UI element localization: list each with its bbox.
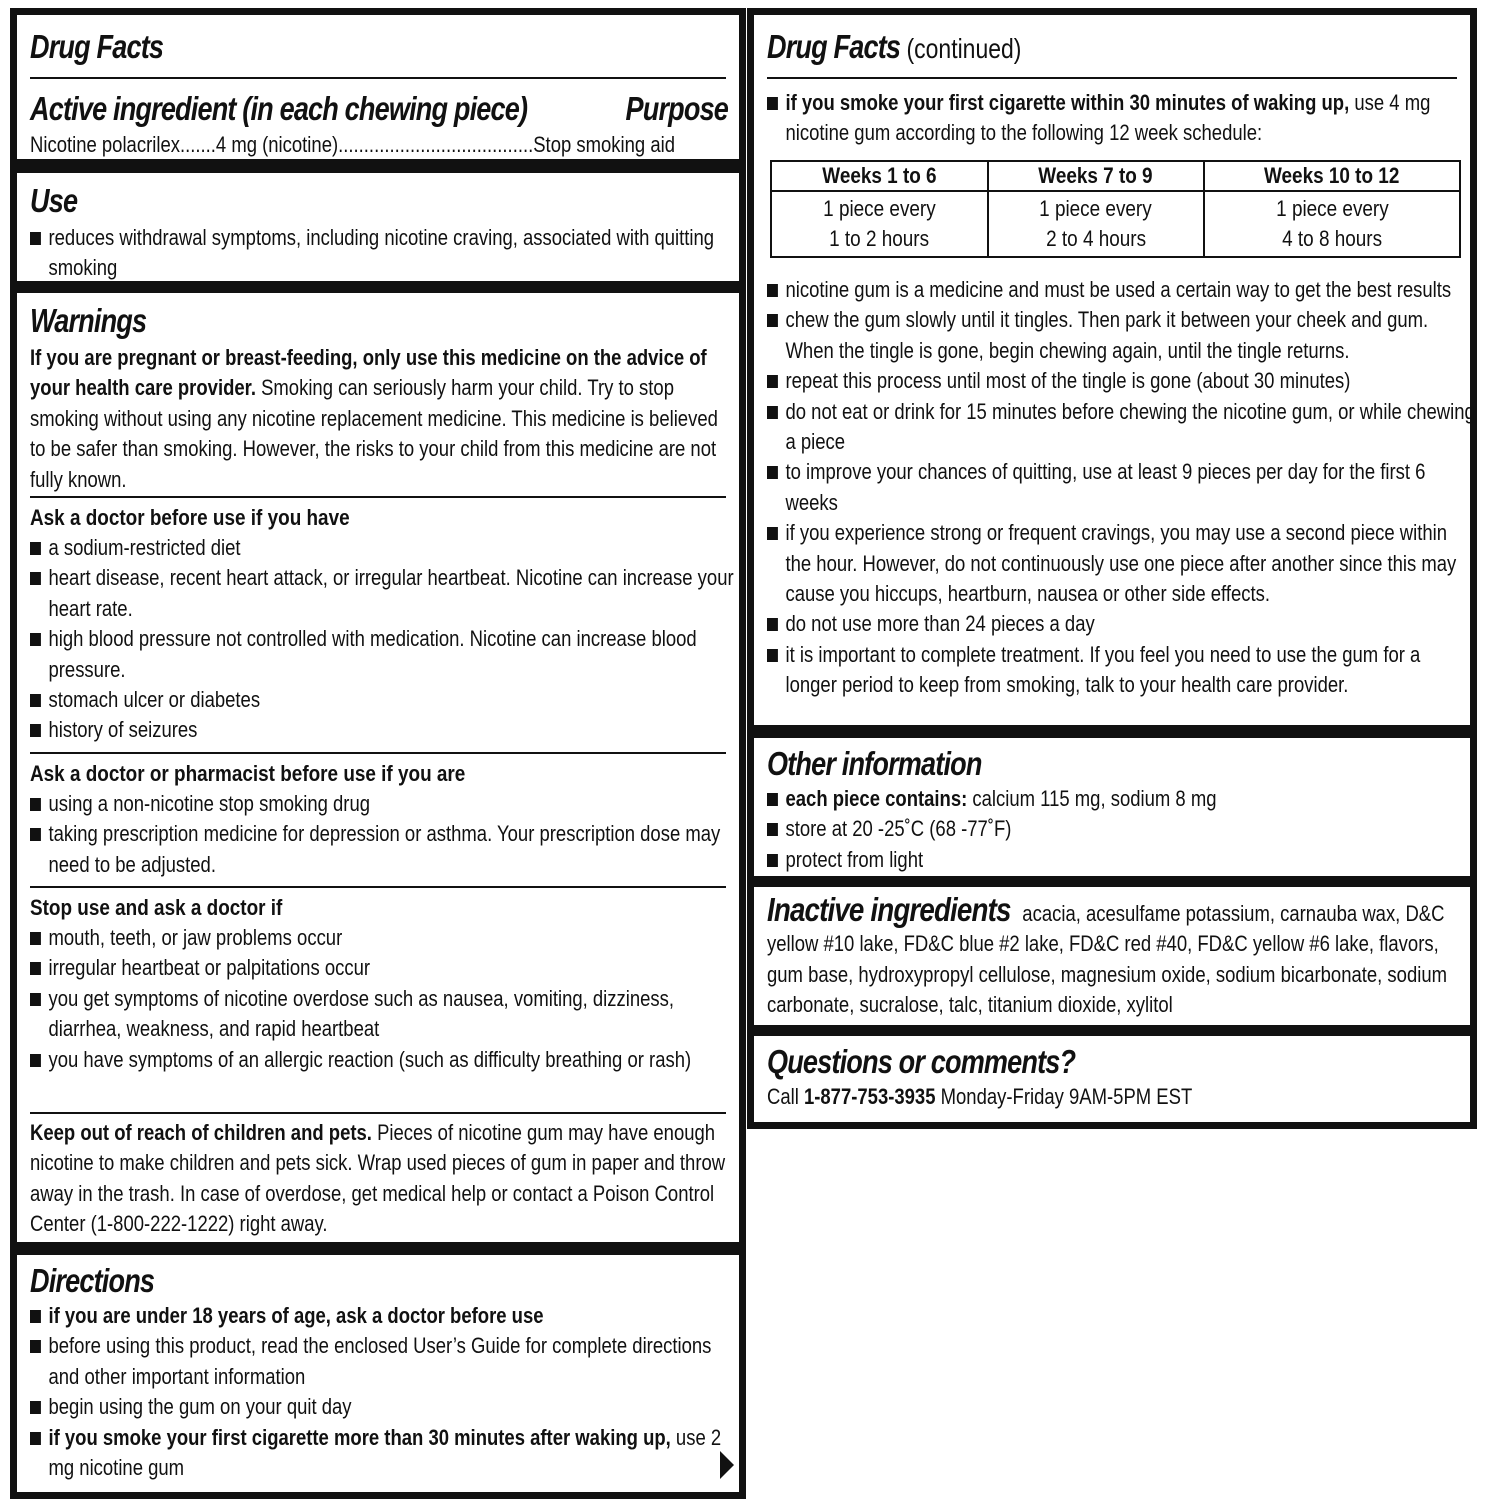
directions-item	[30, 1423, 744, 1484]
directions-item: begin using the gum on your quit day	[30, 1392, 744, 1422]
dosage-schedule-table	[770, 160, 1461, 258]
directions-panel	[10, 1248, 746, 1499]
table-row	[771, 191, 1460, 257]
purpose-heading: Purpose	[625, 90, 728, 127]
active-ingredient-panel	[10, 8, 746, 166]
directions-item: to improve your chances of quitting, use at least 9 pieces per day for the first 6 weeks	[767, 457, 1475, 518]
inactive-ingredients	[767, 891, 1457, 1021]
table-cell: 1 piece every 4 to 8 hours	[1204, 191, 1460, 257]
table-header: Weeks 10 to 12	[1204, 161, 1460, 191]
table-header: Weeks 7 to 9	[988, 161, 1205, 191]
drug-facts-title: Drug Facts	[767, 28, 901, 65]
keep-out-of-reach-text: Pieces of nicotine gum may have enough nicotine to make children and pets sick. Wrap used pieces of gum in paper and throw away in the trash. In case of overdose, get medical help or contact a Poison Control Center (1-800-222-1222) right away.	[30, 1120, 726, 1237]
continued-arrow-icon	[720, 1451, 734, 1479]
directions-item-text: use 2 mg nicotine gum	[48, 1424, 722, 1481]
phone-number[interactable]: 1-877-753-3935	[803, 1084, 936, 1109]
directions-item: do not eat or drink for 15 minutes before chewing the nicotine gum, or while chewing a piece	[767, 397, 1475, 458]
directions-item: if you experience strong or frequent cravings, you may use a second piece within the hour. However, do not continuously use one piece after another since this may cause you hiccups, heartburn, nausea or other side effects.	[767, 518, 1475, 609]
drug-facts-continued-title	[767, 27, 1333, 69]
questions-panel	[747, 1029, 1477, 1129]
ask-doctor-heading: Ask a doctor before use if you have	[30, 505, 350, 530]
ask-pharmacist-item: taking prescription medicine for depression or asthma. Your prescription dose may need to be adjusted.	[30, 819, 744, 880]
directions-continued-panel	[747, 8, 1477, 732]
directions-item: before using this product, read the enclosed User’s Guide for complete directions and other important information	[30, 1331, 744, 1392]
ask-doctor-item: heart disease, recent heart attack, or irregular heartbeat. Nicotine can increase your heart rate.	[30, 563, 744, 624]
drug-facts-left-column	[10, 8, 746, 1499]
directions-item: it is important to complete treatment. If you feel you need to use the gum for a longer period to keep from smoking, talk to your health care provider.	[767, 640, 1475, 701]
ask-pharmacist-item: using a non-nicotine stop smoking drug	[30, 789, 744, 819]
directions-item-text: use 4 mg nicotine gum according to the following 12 week schedule:	[785, 90, 1431, 146]
other-information-panel	[747, 731, 1477, 883]
use-item: reduces withdrawal symptoms, including nicotine craving, associated with quitting smoking	[30, 223, 744, 284]
inactive-ingredients-text: acacia, acesulfame potassium, carnauba wax, D&C yellow #10 lake, FD&C blue #2 lake, FD&C red #40, FD&C yellow #6 lake, flavors, gum base, hydroxypropyl cellulose, magnesium oxide, sodium bicarbonate, sodium carbonate, sucralose, talc, titanium dioxide, xylitol	[767, 901, 1448, 1018]
inactive-ingredients-heading: Inactive ingredients	[767, 891, 1011, 928]
warnings-panel	[10, 286, 746, 1249]
other-info-item: store at 20 -25˚C (68 -77˚F)	[767, 814, 1475, 844]
divider	[30, 1112, 726, 1114]
directions-item: chew the gum slowly until it tingles. Then park it between your cheek and gum. When the tingle is gone, begin chewing again, until the tingle returns.	[767, 305, 1475, 366]
directions-item: do not use more than 24 pieces a day	[767, 609, 1475, 639]
keep-out-of-reach-bold: Keep out of reach of children and pets.	[30, 1120, 372, 1145]
stop-use-item: mouth, teeth, or jaw problems occur	[30, 923, 744, 953]
divider	[30, 496, 726, 498]
directions-item: nicotine gum is a medicine and must be used a certain way to get the best results	[767, 275, 1475, 305]
ask-doctor-item: a sodium-restricted diet	[30, 533, 744, 563]
pregnancy-warning-bold: If you are pregnant or breast-feeding, only use this medicine on the advice of your health care provider.	[30, 345, 707, 401]
stop-use-heading: Stop use and ask a doctor if	[30, 895, 283, 920]
questions-heading: Questions or comments?	[767, 1043, 1076, 1080]
call-prefix: Call	[767, 1084, 804, 1109]
other-info-item-bold: each piece contains:	[785, 786, 968, 811]
stop-use-item: irregular heartbeat or palpitations occur	[30, 953, 744, 983]
active-ingredient-heading: Active ingredient (in each chewing piece)	[30, 90, 528, 127]
pregnancy-warning	[30, 343, 726, 495]
continued-label: (continued)	[900, 33, 1022, 64]
directions-heading: Directions	[30, 1262, 155, 1299]
table-cell: 1 piece every 1 to 2 hours	[771, 191, 988, 257]
directions-item-bold: if you smoke your first cigarette within 30 minutes of waking up,	[785, 90, 1350, 115]
stop-use-item: you get symptoms of nicotine overdose such as nausea, vomiting, dizziness, diarrhea, weakness, and rapid heartbeat	[30, 984, 744, 1045]
divider	[30, 77, 726, 79]
stop-use-item: you have symptoms of an allergic reaction (such as difficulty breathing or rash)	[30, 1045, 744, 1075]
divider	[30, 752, 726, 754]
directions-item	[767, 88, 1475, 149]
inactive-ingredients-panel	[747, 880, 1477, 1032]
table-cell: 1 piece every 2 to 4 hours	[988, 191, 1205, 257]
table-header-row	[771, 161, 1460, 191]
active-ingredient-line: Nicotine polacrilex.......4 mg (nicotine)......................................Stop smoking aid	[30, 132, 675, 157]
drug-facts-title: Drug Facts	[30, 28, 164, 65]
table-header: Weeks 1 to 6	[771, 161, 988, 191]
divider	[30, 886, 726, 888]
keep-out-of-reach	[30, 1118, 726, 1240]
directions-item: repeat this process until most of the tingle is gone (about 30 minutes)	[767, 366, 1475, 396]
other-info-item	[767, 784, 1475, 814]
contact-line	[767, 1082, 1457, 1112]
ask-pharmacist-heading: Ask a doctor or pharmacist before use if you are	[30, 761, 466, 786]
directions-item: if you are under 18 years of age, ask a doctor before use	[30, 1301, 744, 1331]
divider	[767, 77, 1457, 79]
warnings-heading: Warnings	[30, 302, 147, 339]
use-panel	[10, 166, 746, 288]
ask-doctor-item: history of seizures	[30, 715, 744, 745]
ask-doctor-item: high blood pressure not controlled with medication. Nicotine can increase blood pressure.	[30, 624, 744, 685]
other-information-heading: Other information	[767, 745, 982, 782]
directions-item-bold: if you smoke your first cigarette more than 30 minutes after waking up,	[48, 1424, 671, 1450]
use-heading: Use	[30, 182, 78, 219]
other-info-item-text: calcium 115 mg, sodium 8 mg	[967, 786, 1217, 811]
ask-doctor-item: stomach ulcer or diabetes	[30, 685, 744, 715]
pregnancy-warning-text: Smoking can seriously harm your child. Try to stop smoking without using any nicotine replacement medicine. This medicine is believed to be safer than smoking. However, the risks to your child from this medicine are not fully known.	[30, 375, 718, 492]
other-info-item: protect from light	[767, 845, 1475, 875]
call-hours: Monday-Friday 9AM-5PM EST	[935, 1084, 1193, 1109]
